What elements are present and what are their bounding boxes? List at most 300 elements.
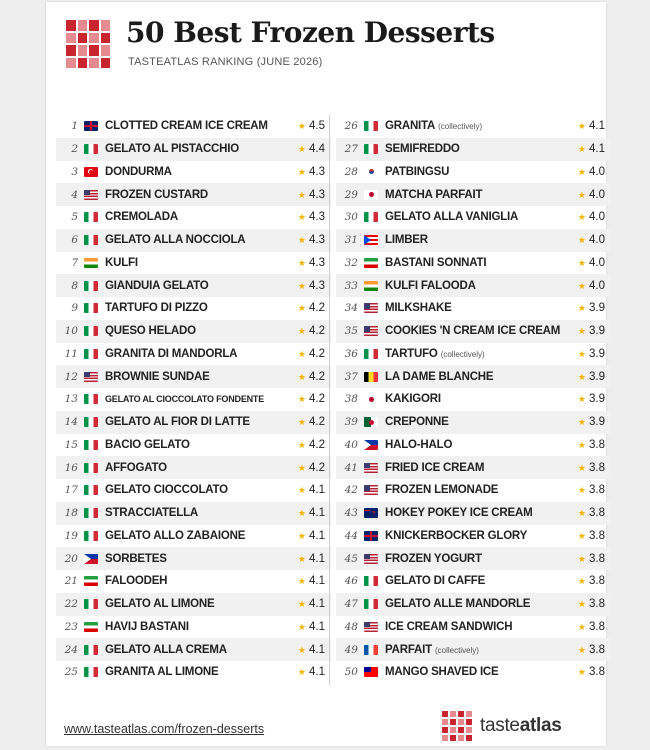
rating-score: ★ 3.8 — [577, 484, 605, 497]
rank-number: 33 — [344, 279, 358, 292]
star-icon: ★ — [577, 348, 586, 359]
rank-number: 9 — [71, 302, 78, 315]
tw-flag-icon — [364, 667, 378, 677]
rating-score: ★ 4.1 — [297, 666, 325, 679]
dessert-name[interactable]: GELATO AL LIMONE — [105, 598, 215, 611]
us-flag-icon — [84, 190, 98, 200]
rank-number: 35 — [344, 325, 358, 338]
ranking-poster — [46, 2, 606, 746]
dessert-name[interactable]: MANGO SHAVED ICE — [385, 666, 499, 679]
rank-number: 42 — [344, 484, 358, 497]
page-subtitle: TASTEATLAS RANKING (JUNE 2026) — [128, 56, 323, 68]
dessert-name[interactable]: GELATO ALLA CREMA — [105, 643, 227, 656]
rank-number: 24 — [64, 643, 78, 656]
rank-number: 16 — [64, 461, 78, 474]
rank-number: 26 — [344, 120, 358, 133]
ranking-row — [336, 365, 611, 388]
ranking-row — [56, 320, 331, 343]
ranking-row — [56, 502, 331, 525]
star-icon: ★ — [577, 280, 586, 291]
dessert-name[interactable]: GELATO ALLE MANDORLE — [385, 598, 531, 611]
ranking-row — [56, 138, 331, 161]
rating-score: ★ 3.8 — [577, 643, 605, 656]
it-flag-icon — [84, 508, 98, 518]
it-flag-icon — [84, 417, 98, 427]
rating-score: ★ 4.0 — [577, 211, 605, 224]
ranking-row — [336, 343, 611, 366]
rank-number: 1 — [71, 120, 78, 133]
star-icon: ★ — [297, 462, 306, 473]
it-flag-icon — [84, 144, 98, 154]
rank-number: 15 — [64, 438, 78, 451]
rating-score: ★ 4.2 — [297, 416, 325, 429]
ranking-row — [336, 161, 611, 184]
dessert-name[interactable]: GELATO ALLA NOCCIOLA — [105, 234, 246, 247]
dessert-name[interactable]: GELATO ALLA VANIGLIA — [385, 211, 519, 224]
us-flag-icon — [364, 326, 378, 336]
ranking-row — [336, 297, 611, 320]
rank-number: 36 — [344, 347, 358, 360]
rank-number: 3 — [71, 165, 78, 178]
rank-number: 28 — [344, 165, 358, 178]
uk-flag-icon — [84, 121, 98, 131]
rank-number: 29 — [344, 188, 358, 201]
rank-number: 49 — [344, 643, 358, 656]
rank-number: 39 — [344, 416, 358, 429]
dessert-name[interactable]: KNICKERBOCKER GLORY — [385, 529, 528, 542]
star-icon: ★ — [297, 644, 306, 655]
star-icon: ★ — [297, 599, 306, 610]
ranking-row — [56, 479, 331, 502]
dessert-name[interactable]: SORBETES — [105, 552, 167, 565]
brand-grid-icon — [442, 711, 472, 741]
star-icon: ★ — [297, 576, 306, 587]
rank-number: 10 — [64, 325, 78, 338]
star-icon: ★ — [297, 121, 306, 132]
star-icon: ★ — [577, 621, 586, 632]
it-flag-icon — [84, 303, 98, 313]
fr-flag-icon — [364, 645, 378, 655]
dessert-name[interactable]: BASTANI SONNATI — [385, 256, 487, 269]
us-flag-icon — [364, 622, 378, 632]
ranking-row — [336, 638, 611, 661]
rating-score: ★ 4.1 — [577, 120, 605, 133]
uk-flag-icon — [364, 531, 378, 541]
rank-number: 41 — [344, 461, 358, 474]
it-flag-icon — [84, 485, 98, 495]
ranking-row — [336, 411, 611, 434]
page-title: 50 Best Frozen Desserts — [126, 16, 495, 49]
dessert-name[interactable]: LIMBER — [385, 234, 428, 247]
rank-number: 32 — [344, 256, 358, 269]
dz-flag-icon — [364, 417, 378, 427]
rating-score: ★ 4.0 — [577, 279, 605, 292]
ranking-row — [56, 616, 331, 639]
dessert-name[interactable]: FROZEN LEMONADE — [385, 484, 499, 497]
star-icon: ★ — [577, 485, 586, 496]
dessert-name[interactable]: GIANDUIA GELATO — [105, 279, 209, 292]
star-icon: ★ — [297, 326, 306, 337]
star-icon: ★ — [577, 553, 586, 564]
rating-score: ★ 3.8 — [577, 598, 605, 611]
rank-number: 25 — [64, 666, 78, 679]
rating-score: ★ 4.3 — [297, 234, 325, 247]
star-icon: ★ — [297, 348, 306, 359]
rank-number: 17 — [64, 484, 78, 497]
ranking-row — [336, 274, 611, 297]
rating-score: ★ 4.1 — [297, 552, 325, 565]
rating-score: ★ 3.9 — [577, 325, 605, 338]
dessert-name[interactable]: HALO-HALO — [385, 438, 453, 451]
dessert-name[interactable]: GRANITA AL LIMONE — [105, 666, 219, 679]
rank-number: 13 — [64, 393, 78, 406]
it-flag-icon — [84, 599, 98, 609]
dessert-name[interactable]: FROZEN CUSTARD — [105, 188, 209, 201]
tr-flag-icon — [84, 167, 98, 177]
dessert-name[interactable]: FROZEN YOGURT — [385, 552, 482, 565]
rating-score: ★ 4.1 — [297, 598, 325, 611]
jp-flag-icon — [364, 190, 378, 200]
rank-number: 4 — [71, 188, 78, 201]
dessert-name[interactable]: LA DAME BLANCHE — [385, 370, 494, 383]
dessert-name[interactable]: GELATO AL FIOR DI LATTE — [105, 416, 250, 429]
rating-score: ★ 3.8 — [577, 461, 605, 474]
rank-number: 5 — [71, 211, 78, 224]
dessert-name[interactable]: SEMIFREDDO — [385, 143, 460, 156]
star-icon: ★ — [577, 508, 586, 519]
rank-number: 20 — [64, 552, 78, 565]
it-flag-icon — [364, 599, 378, 609]
star-icon: ★ — [297, 439, 306, 450]
dessert-name[interactable]: CLOTTED CREAM ICE CREAM — [105, 120, 268, 133]
ranking-row — [56, 183, 331, 206]
ranking-row — [336, 502, 611, 525]
be-flag-icon — [364, 372, 378, 382]
star-icon: ★ — [297, 280, 306, 291]
star-icon: ★ — [577, 462, 586, 473]
it-flag-icon — [84, 440, 98, 450]
dessert-name[interactable]: BACIO GELATO — [105, 438, 190, 451]
rank-number: 27 — [344, 143, 358, 156]
ranking-row — [336, 229, 611, 252]
it-flag-icon — [84, 235, 98, 245]
dessert-name[interactable]: KULFI FALOODA — [385, 279, 476, 292]
star-icon: ★ — [577, 667, 586, 678]
rank-number: 7 — [71, 256, 78, 269]
ir-flag-icon — [84, 576, 98, 586]
dessert-name[interactable]: DONDURMA — [105, 165, 172, 178]
ranking-row — [336, 547, 611, 570]
ranking-row — [336, 183, 611, 206]
ranking-row — [56, 161, 331, 184]
ranking-row — [56, 274, 331, 297]
star-icon: ★ — [297, 417, 306, 428]
star-icon: ★ — [297, 621, 306, 632]
rating-score: ★ 4.3 — [297, 279, 325, 292]
dessert-name[interactable]: PATBINGSU — [385, 165, 450, 178]
dessert-name[interactable]: AFFOGATO — [105, 461, 167, 474]
rating-score: ★ 3.8 — [577, 575, 605, 588]
rank-number: 22 — [64, 598, 78, 611]
ranking-row — [56, 229, 331, 252]
rank-number: 8 — [71, 279, 78, 292]
rating-score: ★ 4.0 — [577, 234, 605, 247]
ranking-row — [56, 547, 331, 570]
it-flag-icon — [84, 326, 98, 336]
rank-number: 23 — [64, 620, 78, 633]
star-icon: ★ — [577, 166, 586, 177]
nz-flag-icon — [364, 508, 378, 518]
rating-score: ★ 4.1 — [297, 620, 325, 633]
ranking-row — [56, 365, 331, 388]
rank-number: 18 — [64, 507, 78, 520]
rating-score: ★ 4.1 — [297, 643, 325, 656]
rank-number: 30 — [344, 211, 358, 224]
star-icon: ★ — [577, 212, 586, 223]
kr-flag-icon — [364, 167, 378, 177]
dessert-name[interactable]: GRANITA DI MANDORLA — [105, 347, 238, 360]
dessert-name[interactable]: MILKSHAKE — [385, 302, 452, 315]
rating-score: ★ 4.1 — [577, 143, 605, 156]
ranking-row — [56, 661, 331, 684]
rating-score: ★ 3.8 — [577, 438, 605, 451]
rating-score: ★ 3.8 — [577, 507, 605, 520]
rating-score: ★ 3.9 — [577, 347, 605, 360]
ranking-row — [56, 525, 331, 548]
rating-score: ★ 3.9 — [577, 393, 605, 406]
ranking-row — [336, 570, 611, 593]
ranking-row — [336, 138, 611, 161]
star-icon: ★ — [297, 166, 306, 177]
dessert-name[interactable]: KULFI — [105, 256, 138, 269]
rank-number: 34 — [344, 302, 358, 315]
jp-flag-icon — [364, 394, 378, 404]
ranking-row — [336, 616, 611, 639]
rating-score: ★ 3.8 — [577, 666, 605, 679]
star-icon: ★ — [297, 553, 306, 564]
star-icon: ★ — [297, 257, 306, 268]
rank-number: 14 — [64, 416, 78, 429]
dessert-name[interactable]: HAVIJ BASTANI — [105, 620, 189, 633]
star-icon: ★ — [577, 144, 586, 155]
ranking-row — [336, 456, 611, 479]
it-flag-icon — [84, 667, 98, 677]
rank-number: 11 — [64, 347, 78, 360]
us-flag-icon — [364, 303, 378, 313]
rank-number: 48 — [344, 620, 358, 633]
rank-number: 43 — [344, 507, 358, 520]
dessert-name[interactable]: PARFAIT (collectively) — [385, 643, 479, 656]
dessert-name[interactable]: COOKIES 'N CREAM ICE CREAM — [385, 325, 561, 338]
brand-logo — [442, 710, 562, 742]
star-icon: ★ — [297, 235, 306, 246]
ir-flag-icon — [364, 258, 378, 268]
column-divider — [329, 115, 330, 685]
us-flag-icon — [364, 485, 378, 495]
footer-url-link[interactable]: www.tasteatlas.com/frozen-desserts — [64, 722, 265, 736]
dessert-name[interactable]: BROWNIE SUNDAE — [105, 370, 210, 383]
ranking-row — [56, 638, 331, 661]
dessert-name[interactable]: TARTUFO (collectively) — [385, 347, 485, 360]
star-icon: ★ — [297, 144, 306, 155]
ranking-row — [56, 388, 331, 411]
ranking-row — [56, 343, 331, 366]
rating-score: ★ 4.1 — [297, 529, 325, 542]
dessert-name[interactable]: FRIED ICE CREAM — [385, 461, 485, 474]
ph-flag-icon — [84, 554, 98, 564]
ranking-row — [56, 570, 331, 593]
rank-number: 21 — [64, 575, 78, 588]
rank-number: 46 — [344, 575, 358, 588]
dessert-name[interactable]: GELATO ALLO ZABAIONE — [105, 529, 246, 542]
star-icon: ★ — [297, 508, 306, 519]
dessert-name[interactable]: HOKEY POKEY ICE CREAM — [385, 507, 533, 520]
dessert-name[interactable]: GELATO DI CAFFÈ — [385, 575, 486, 588]
dessert-name[interactable]: QUESO HELADO — [105, 325, 196, 338]
star-icon: ★ — [297, 667, 306, 678]
dessert-name[interactable]: GRANITA (collectively) — [385, 120, 483, 133]
ranking-row — [336, 479, 611, 502]
ranking-row — [56, 593, 331, 616]
star-icon: ★ — [297, 303, 306, 314]
dessert-name[interactable]: FALOODEH — [105, 575, 168, 588]
star-icon: ★ — [297, 212, 306, 223]
star-icon: ★ — [577, 576, 586, 587]
it-flag-icon — [84, 212, 98, 222]
rating-score: ★ 4.3 — [297, 165, 325, 178]
ranking-row — [336, 525, 611, 548]
star-icon: ★ — [297, 530, 306, 541]
rating-score: ★ 4.1 — [297, 484, 325, 497]
rating-score: ★ 4.2 — [297, 393, 325, 406]
rank-number: 50 — [344, 666, 358, 679]
dessert-name[interactable]: GELATO AL CIOCCOLATO FONDENTE — [105, 394, 265, 405]
dessert-name[interactable]: ICE CREAM SANDWICH — [385, 620, 513, 633]
ranking-row — [56, 252, 331, 275]
star-icon: ★ — [577, 326, 586, 337]
rank-number: 45 — [344, 552, 358, 565]
rank-number: 47 — [344, 598, 358, 611]
rating-score: ★ 3.9 — [577, 302, 605, 315]
dessert-name[interactable]: KAKIGŌRI — [385, 393, 441, 406]
us-flag-icon — [364, 554, 378, 564]
rating-score: ★ 4.1 — [297, 575, 325, 588]
star-icon: ★ — [577, 189, 586, 200]
dessert-note: (collectively) — [438, 122, 483, 132]
dessert-name[interactable]: MATCHA PARFAIT — [385, 188, 483, 201]
ranking-column-right — [336, 115, 611, 684]
star-icon: ★ — [577, 439, 586, 450]
rating-score: ★ 4.0 — [577, 256, 605, 269]
rank-number: 40 — [344, 438, 358, 451]
rating-score: ★ 4.5 — [297, 120, 325, 133]
ranking-row — [336, 593, 611, 616]
ranking-row — [56, 297, 331, 320]
star-icon: ★ — [297, 485, 306, 496]
rating-score: ★ 4.2 — [297, 302, 325, 315]
rating-score: ★ 4.2 — [297, 325, 325, 338]
rating-score: ★ 4.2 — [297, 461, 325, 474]
rank-number: 38 — [344, 393, 358, 406]
rating-score: ★ 4.3 — [297, 211, 325, 224]
ranking-row — [336, 206, 611, 229]
dessert-name[interactable]: CREMOLADA — [105, 211, 178, 224]
rating-score: ★ 4.4 — [297, 143, 325, 156]
star-icon: ★ — [577, 303, 586, 314]
it-flag-icon — [84, 645, 98, 655]
ranking-row — [336, 115, 611, 138]
dessert-name[interactable]: STRACCIATELLA — [105, 507, 199, 520]
ranking-row — [56, 411, 331, 434]
rating-score: ★ 3.8 — [577, 620, 605, 633]
ph-flag-icon — [364, 440, 378, 450]
rank-number: 2 — [71, 143, 78, 156]
it-flag-icon — [84, 394, 98, 404]
us-flag-icon — [364, 463, 378, 473]
rating-score: ★ 4.1 — [297, 507, 325, 520]
star-icon: ★ — [577, 121, 586, 132]
star-icon: ★ — [297, 189, 306, 200]
star-icon: ★ — [577, 417, 586, 428]
it-flag-icon — [84, 531, 98, 541]
dessert-note: (collectively) — [434, 645, 479, 655]
dessert-note: (collectively) — [440, 349, 485, 359]
rating-score: ★ 3.8 — [577, 552, 605, 565]
ranking-row — [56, 115, 331, 138]
it-flag-icon — [364, 349, 378, 359]
ranking-row — [336, 388, 611, 411]
rating-score: ★ 4.0 — [577, 188, 605, 201]
star-icon: ★ — [297, 371, 306, 382]
ranking-row — [56, 206, 331, 229]
rating-score: ★ 4.3 — [297, 188, 325, 201]
us-flag-icon — [84, 372, 98, 382]
tasteatlas-logo-icon — [66, 20, 110, 68]
star-icon: ★ — [577, 371, 586, 382]
it-flag-icon — [84, 463, 98, 473]
it-flag-icon — [84, 349, 98, 359]
in-flag-icon — [84, 258, 98, 268]
ranking-row — [336, 661, 611, 684]
rating-score: ★ 4.2 — [297, 370, 325, 383]
rating-score: ★ 3.8 — [577, 529, 605, 542]
star-icon: ★ — [297, 394, 306, 405]
it-flag-icon — [84, 281, 98, 291]
ranking-row — [336, 434, 611, 457]
pr-flag-icon — [364, 235, 378, 245]
in-flag-icon — [364, 281, 378, 291]
it-flag-icon — [364, 144, 378, 154]
star-icon: ★ — [577, 257, 586, 268]
ir-flag-icon — [84, 622, 98, 632]
ranking-column-left — [56, 115, 331, 684]
ranking-row — [336, 320, 611, 343]
rank-number: 19 — [64, 529, 78, 542]
rating-score: ★ 3.9 — [577, 370, 605, 383]
dessert-name[interactable]: TARTUFO DI PIZZO — [105, 302, 208, 315]
dessert-name[interactable]: CRÊPONNÉ — [385, 416, 449, 429]
rank-number: 31 — [344, 234, 358, 247]
star-icon: ★ — [577, 530, 586, 541]
ranking-row — [336, 252, 611, 275]
dessert-name[interactable]: GELATO AL PISTACCHIO — [105, 143, 240, 156]
brand-wordmark: tasteatlas — [480, 715, 562, 736]
rank-number: 44 — [344, 529, 358, 542]
dessert-name[interactable]: GELATO CIOCCOLATO — [105, 484, 228, 497]
rating-score: ★ 4.2 — [297, 438, 325, 451]
it-flag-icon — [364, 212, 378, 222]
it-flag-icon — [364, 576, 378, 586]
